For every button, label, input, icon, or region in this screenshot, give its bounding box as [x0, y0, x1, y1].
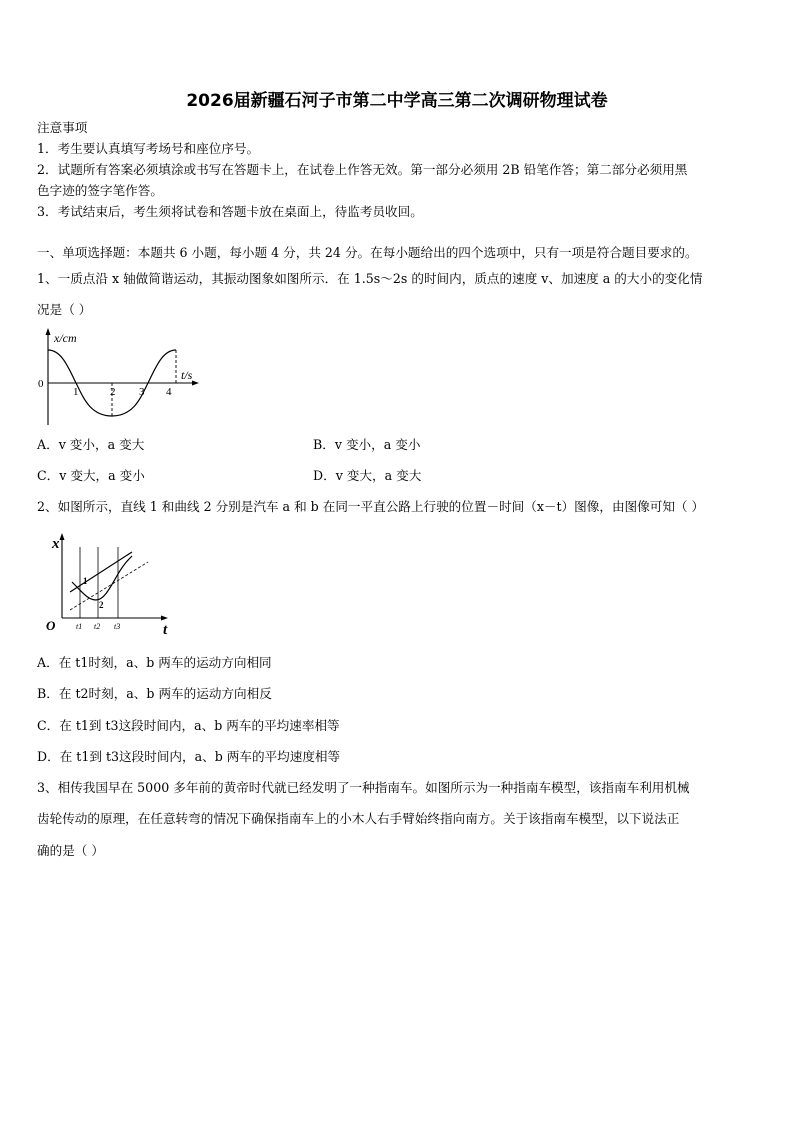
q2-option-d[interactable]: D．在 t1到 t3这段时间内，a、b 两车的平均速度相等: [37, 749, 341, 764]
question-3-stem-end: 确的是（ ）: [37, 843, 104, 858]
q1-x-arrow: [192, 381, 199, 386]
q1-tick-3: 3: [139, 386, 145, 398]
q2-y-arrow: [60, 533, 65, 540]
q1-option-d[interactable]: D．v 变大，a 变大: [313, 468, 422, 483]
q2-tick-t1: t1: [76, 622, 83, 631]
notice-item-2: 2．试题所有答案必须填涂或书写在答题卡上，在试卷上作答无效。第一部分必须用 2B 铅笔作答；第二部分必须用黑: [37, 162, 688, 177]
q2-option-a[interactable]: A．在 t1时刻，a、b 两车的运动方向相同: [37, 655, 272, 670]
q2-origin-label: O: [46, 618, 56, 633]
q2-tick-t2: t2: [94, 622, 101, 631]
q2-option-c[interactable]: C．在 t1到 t3这段时间内，a、b 两车的平均速率相等: [37, 718, 340, 733]
q1-vibration-graph: [36, 325, 206, 430]
question-1-stem-cont: 况是（ ）: [37, 302, 92, 317]
q2-y-label: x: [52, 536, 60, 552]
q2-line-1-label: 1: [83, 576, 88, 586]
q1-option-a[interactable]: A．v 变小，a 变大: [37, 437, 145, 452]
q2-line-1: [70, 552, 132, 592]
q1-tick-1: 1: [73, 386, 79, 398]
q2-dashed-tangent: [70, 562, 148, 610]
q1-option-c[interactable]: C．v 变大，a 变小: [37, 468, 145, 483]
notice-item-2-cont: 色字迹的签字笔作答。: [37, 183, 163, 198]
q1-origin-label: 0: [38, 378, 44, 390]
question-3-stem: 3、相传我国早在 5000 多年前的黄帝时代就已经发明了一种指南车。如图所示为一种指南车模型，该指南车利用机械: [37, 780, 690, 795]
q2-curve-2: [72, 556, 132, 600]
q1-option-b[interactable]: B．v 变小，a 变小: [313, 437, 421, 452]
q1-tick-4: 4: [166, 386, 172, 398]
q1-tick-2: 2: [110, 386, 116, 398]
question-2-stem: 2、如图所示，直线 1 和曲线 2 分别是汽车 a 和 b 在同一平直公路上行驶的位置－时间（x－t）图像，由图像可知（ ）: [37, 499, 705, 514]
q2-t-arrow: [161, 616, 168, 621]
q1-x-label: t/s: [181, 368, 193, 382]
q2-option-b[interactable]: B．在 t2时刻，a、b 两车的运动方向相反: [37, 686, 272, 701]
q2-curve-2-label: 2: [99, 600, 104, 610]
q1-y-label: x/cm: [54, 331, 77, 345]
q2-t-label: t: [163, 622, 168, 638]
page-title: 2026届新疆石河子市第二中学高三第二次调研物理试卷: [186, 91, 608, 111]
question-1-stem: 1、一质点沿 x 轴做简谐运动，其振动图象如图所示．在 1.5s～2s 的时间内，质点的速度 v、加速度 a 的大小的变化情: [37, 271, 703, 286]
notice-item-3: 3．考试结束后，考生须将试卷和答题卡放在桌面上，待监考员收回。: [37, 204, 423, 219]
notice-heading: 注意事项: [37, 120, 88, 135]
notice-item-1: 1．考生要认真填写考场号和座位序号。: [37, 141, 260, 156]
question-3-stem-cont: 齿轮传动的原理，在任意转弯的情况下确保指南车上的小木人右手臂始终指向南方。关于该指南车模型，以下说法正: [37, 811, 680, 826]
q1-y-arrow: [46, 328, 51, 335]
section-heading: 一、单项选择题：本题共 6 小题，每小题 4 分，共 24 分。在每小题给出的四个选项中，只有一项是符合题目要求的。: [37, 245, 698, 260]
q2-tick-t3: t3: [114, 622, 121, 631]
q2-position-time-graph: [40, 530, 175, 640]
